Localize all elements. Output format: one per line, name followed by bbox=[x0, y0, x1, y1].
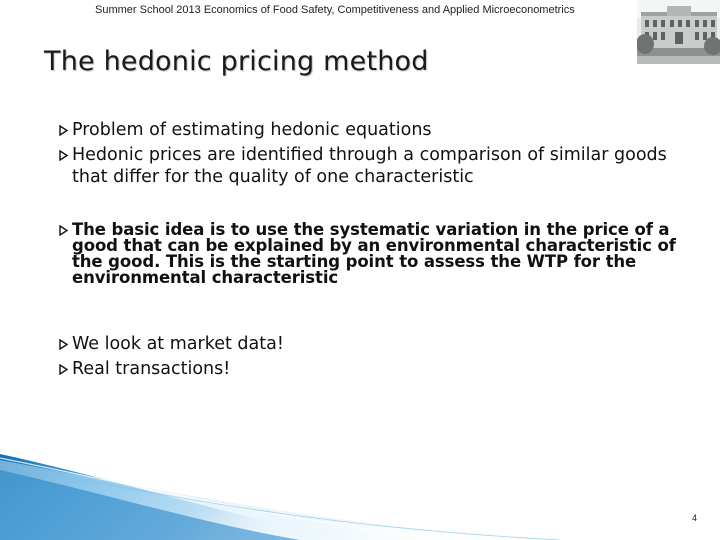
bullet-item bbox=[55, 358, 695, 380]
bullet-item bbox=[55, 333, 695, 355]
bullet-text: Real transactions! bbox=[72, 359, 231, 379]
bullet-text: We look at market data! bbox=[72, 334, 284, 354]
triangle-right-icon bbox=[55, 125, 72, 136]
triangle-right-icon bbox=[55, 150, 72, 161]
bullet-text: Hedonic prices are identified through a comparison of similar goods that differ for the quality of one characteristic bbox=[72, 145, 667, 187]
bullet-item bbox=[55, 222, 695, 286]
triangle-right-icon bbox=[55, 364, 72, 375]
triangle-right-icon bbox=[55, 339, 72, 350]
decorative-wave bbox=[0, 440, 720, 540]
triangle-right-icon bbox=[55, 225, 72, 236]
bullet-item bbox=[55, 144, 695, 188]
bullet-text: Problem of estimating hedonic equations bbox=[72, 120, 432, 140]
header-text: Summer School 2013 Economics of Food Safety, Competitiveness and Applied Microeconometrics bbox=[95, 4, 575, 16]
bullet-item bbox=[55, 119, 695, 141]
slide-title: The hedonic pricing method bbox=[44, 46, 429, 77]
bullet-text: The basic idea is to use the systematic variation in the price of a good that can be explained by an environmental characteristic of the good. This is the starting point to assess the WTP for the environmental characteristic bbox=[72, 220, 676, 287]
page-number: 4 bbox=[692, 513, 698, 523]
